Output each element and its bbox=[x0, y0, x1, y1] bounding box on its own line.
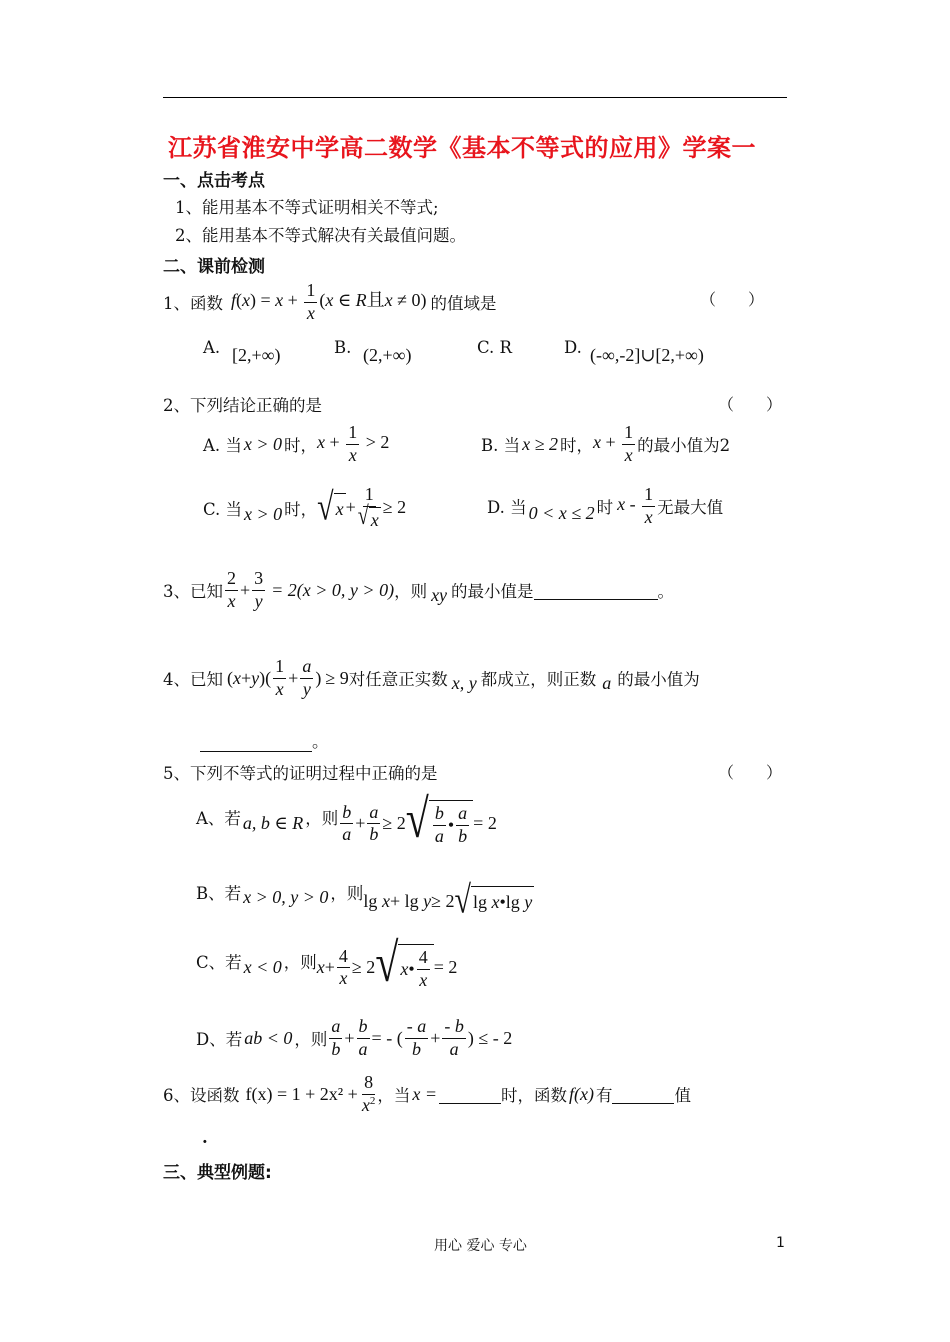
page-title: 江苏省淮安中学高二数学《基本不等式的应用》学案一 bbox=[168, 133, 756, 162]
section-heading-3: 三、典型例题: bbox=[163, 1163, 272, 1183]
q2-c-mid: 时， bbox=[284, 499, 318, 519]
objective-2: 2、能用基本不等式解决有关最值问题。 bbox=[175, 226, 466, 245]
page-number: 1 bbox=[776, 1235, 785, 1251]
q4-end: 。 bbox=[312, 732, 329, 751]
q5-b-cond: x > 0, y > 0 bbox=[243, 886, 329, 907]
q6-mid3: 有 bbox=[595, 1086, 613, 1106]
q5-d-then: ，则 bbox=[294, 1030, 328, 1050]
q4-pre: 4、已知 bbox=[163, 670, 223, 690]
q2-option-d: D. 当 0 < x ≤ 2 时 x - $\frac{1}{x}$ 无最大值 bbox=[487, 484, 724, 527]
question-6: 6、设函数 f(x) = 1 + 2x² + $\frac{8}{x^2}$ ，当 x = 时，函数 f(x) 有 值 bbox=[163, 1072, 691, 1115]
q2-answer-paren: （ ） bbox=[718, 395, 783, 414]
section-heading-2: 二、课前检测 bbox=[163, 257, 265, 277]
q5-b-then: ，则 bbox=[330, 884, 364, 903]
q2-option-c: C. 当 x > 0 时， √ x + 1 √ x ≥ 2 bbox=[203, 484, 407, 531]
q5-d-cond: ab < 0 bbox=[244, 1027, 293, 1048]
q4-tail: 的最小值为 bbox=[617, 670, 700, 690]
q2-option-a: A. 当 x > 0 时， x + $\frac{1}{x}$ > 2 bbox=[203, 422, 390, 465]
q5-b-pre: B、若 bbox=[196, 884, 242, 903]
q2-d-cond: 0 < x ≤ 2 bbox=[528, 502, 595, 523]
q1-option-c: C. R bbox=[477, 338, 512, 357]
q2-b-pre: B. 当 bbox=[481, 436, 521, 456]
q3-tail: 的最小值是 bbox=[451, 582, 534, 602]
q5-a-then: ，则 bbox=[305, 808, 339, 828]
q2-a-pre: A. 当 bbox=[203, 436, 242, 456]
q6-blank-extreme[interactable] bbox=[612, 1085, 674, 1104]
q3-mid: ，则 bbox=[394, 582, 428, 602]
q1-option-a-label: A. bbox=[203, 338, 221, 357]
q3-answer-blank[interactable] bbox=[534, 581, 658, 600]
q6-tail: 值 bbox=[674, 1086, 691, 1106]
q5-c-pre: C、若 bbox=[196, 952, 242, 972]
q2-option-b: B. 当 x ≥ 2 时， x + $\frac{1}{x}$ 的最小值为2 bbox=[481, 422, 731, 465]
q3-end: 。 bbox=[657, 582, 675, 602]
q3-pre: 3、已知 bbox=[163, 582, 223, 602]
q1-formula: f(x) = x + $\frac{1}{x}$ (x ∈ R且x ≠ 0) bbox=[231, 280, 427, 323]
q1-tail: 的值域是 bbox=[430, 294, 497, 314]
q5-option-c: C、若 x < 0 ，则 x + $\frac{4}{x}$ ≥ 2 √ x • $\frac{4}{x}$ = 2 bbox=[196, 934, 458, 995]
q1-answer-paren: （ ） bbox=[700, 290, 765, 309]
q5-option-a: A、若 a, b ∈ R ，则 $\frac{b}{a}$ + $\frac{a}{b}$ ≥ 2 √ $\frac{b}{a}$ • $\frac{a}{b}$ = 2 bbox=[196, 790, 497, 851]
q3-cond: = 2(x > 0, y > 0) bbox=[271, 579, 395, 600]
q1-label: 1、函数 bbox=[163, 294, 223, 314]
question-5: 5、下列不等式的证明过程中正确的是 bbox=[163, 764, 438, 783]
q3-xy: xy bbox=[431, 584, 448, 605]
question-3: 3、已知 $\frac{2}{x}$ + $\frac{3}{y}$ = 2(x > 0, y > 0) ，则 xy 的最小值是 。 bbox=[163, 568, 675, 611]
q2-a-mid: 时， bbox=[284, 436, 318, 456]
q6-pre: 6、设函数 bbox=[163, 1086, 240, 1106]
q1-option-b: (2,+∞) bbox=[363, 345, 412, 365]
header-rule bbox=[163, 97, 787, 98]
q4-cond: ≥ 9 bbox=[325, 667, 349, 688]
q6-mid2: 时，函数 bbox=[500, 1086, 567, 1106]
q6-mid: ，当 bbox=[377, 1086, 411, 1106]
q1-option-b-label: B. bbox=[334, 338, 352, 357]
q5-option-d: D、若 ab < 0 ，则 $\frac{a}{b}$ + $\frac{b}{a}$ = - ( $\frac{- a}{b}$ + $\frac{- b}{a}$ ) ≤ - 2 bbox=[196, 1016, 513, 1059]
q4-mid: 对任意正实数 bbox=[348, 670, 448, 690]
q4-xy: x, y bbox=[451, 672, 477, 693]
q4-mid2: 都成立，则正数 bbox=[480, 670, 597, 690]
q6-func: f(x) = 1 + 2x² + bbox=[245, 1083, 358, 1104]
q6-dot: . bbox=[202, 1128, 208, 1147]
q2-d-mid: 时 bbox=[596, 498, 614, 518]
q5-d-pre: D、若 bbox=[196, 1030, 243, 1050]
q6-x: x = bbox=[412, 1083, 437, 1104]
q6-fx: f(x) bbox=[568, 1083, 594, 1104]
q2-b-cond: x ≥ 2 bbox=[522, 433, 558, 454]
q2-c-pre: C. 当 bbox=[203, 499, 243, 519]
q2-d-tail: 无最大值 bbox=[657, 498, 724, 518]
q4-a: a bbox=[602, 672, 612, 693]
q2-c-cond: x > 0 bbox=[244, 504, 283, 525]
q5-option-b: B、若 x > 0, y > 0 ，则 lg x + lg y ≥ 2 √ lg x •lg y bbox=[196, 878, 533, 922]
q2-b-mid: 时， bbox=[560, 436, 593, 456]
q1-option-d: (-∞,-2]∪[2,+∞) bbox=[590, 345, 704, 365]
q5-a-cond: a, b ∈ R bbox=[242, 813, 304, 834]
q2-a-cond: x > 0 bbox=[243, 433, 283, 454]
q5-a-pre: A、若 bbox=[196, 808, 241, 828]
question-1 bbox=[163, 280, 497, 324]
q5-c-then: ，则 bbox=[283, 952, 317, 972]
q2-b-tail: 的最小值为2 bbox=[637, 436, 731, 456]
question-2: 2、下列结论正确的是 bbox=[163, 396, 322, 415]
objective-1: 1、能用基本不等式证明相关不等式; bbox=[175, 198, 439, 217]
question-4: 4、已知 ( x + y )( $\frac{1}{x}$ + $\frac{a}{y}$ ) ≥ 9 对任意正实数 x, y 都成立，则正数 a 的最小值为 bbox=[163, 656, 700, 699]
footer-motto: 用心 爱心 专心 bbox=[434, 1238, 527, 1254]
q6-blank-x[interactable] bbox=[439, 1085, 501, 1104]
q5-c-cond: x < 0 bbox=[243, 957, 282, 978]
section-heading-1: 一、点击考点 bbox=[163, 171, 265, 191]
q4-answer-blank[interactable] bbox=[200, 733, 312, 752]
q5-answer-paren: （ ） bbox=[718, 763, 783, 782]
q2-d-pre: D. 当 bbox=[487, 498, 527, 518]
q1-option-a: [2,+∞) bbox=[232, 345, 281, 365]
q1-option-d-label: D. bbox=[564, 338, 582, 357]
q4-answer-line bbox=[200, 728, 329, 752]
